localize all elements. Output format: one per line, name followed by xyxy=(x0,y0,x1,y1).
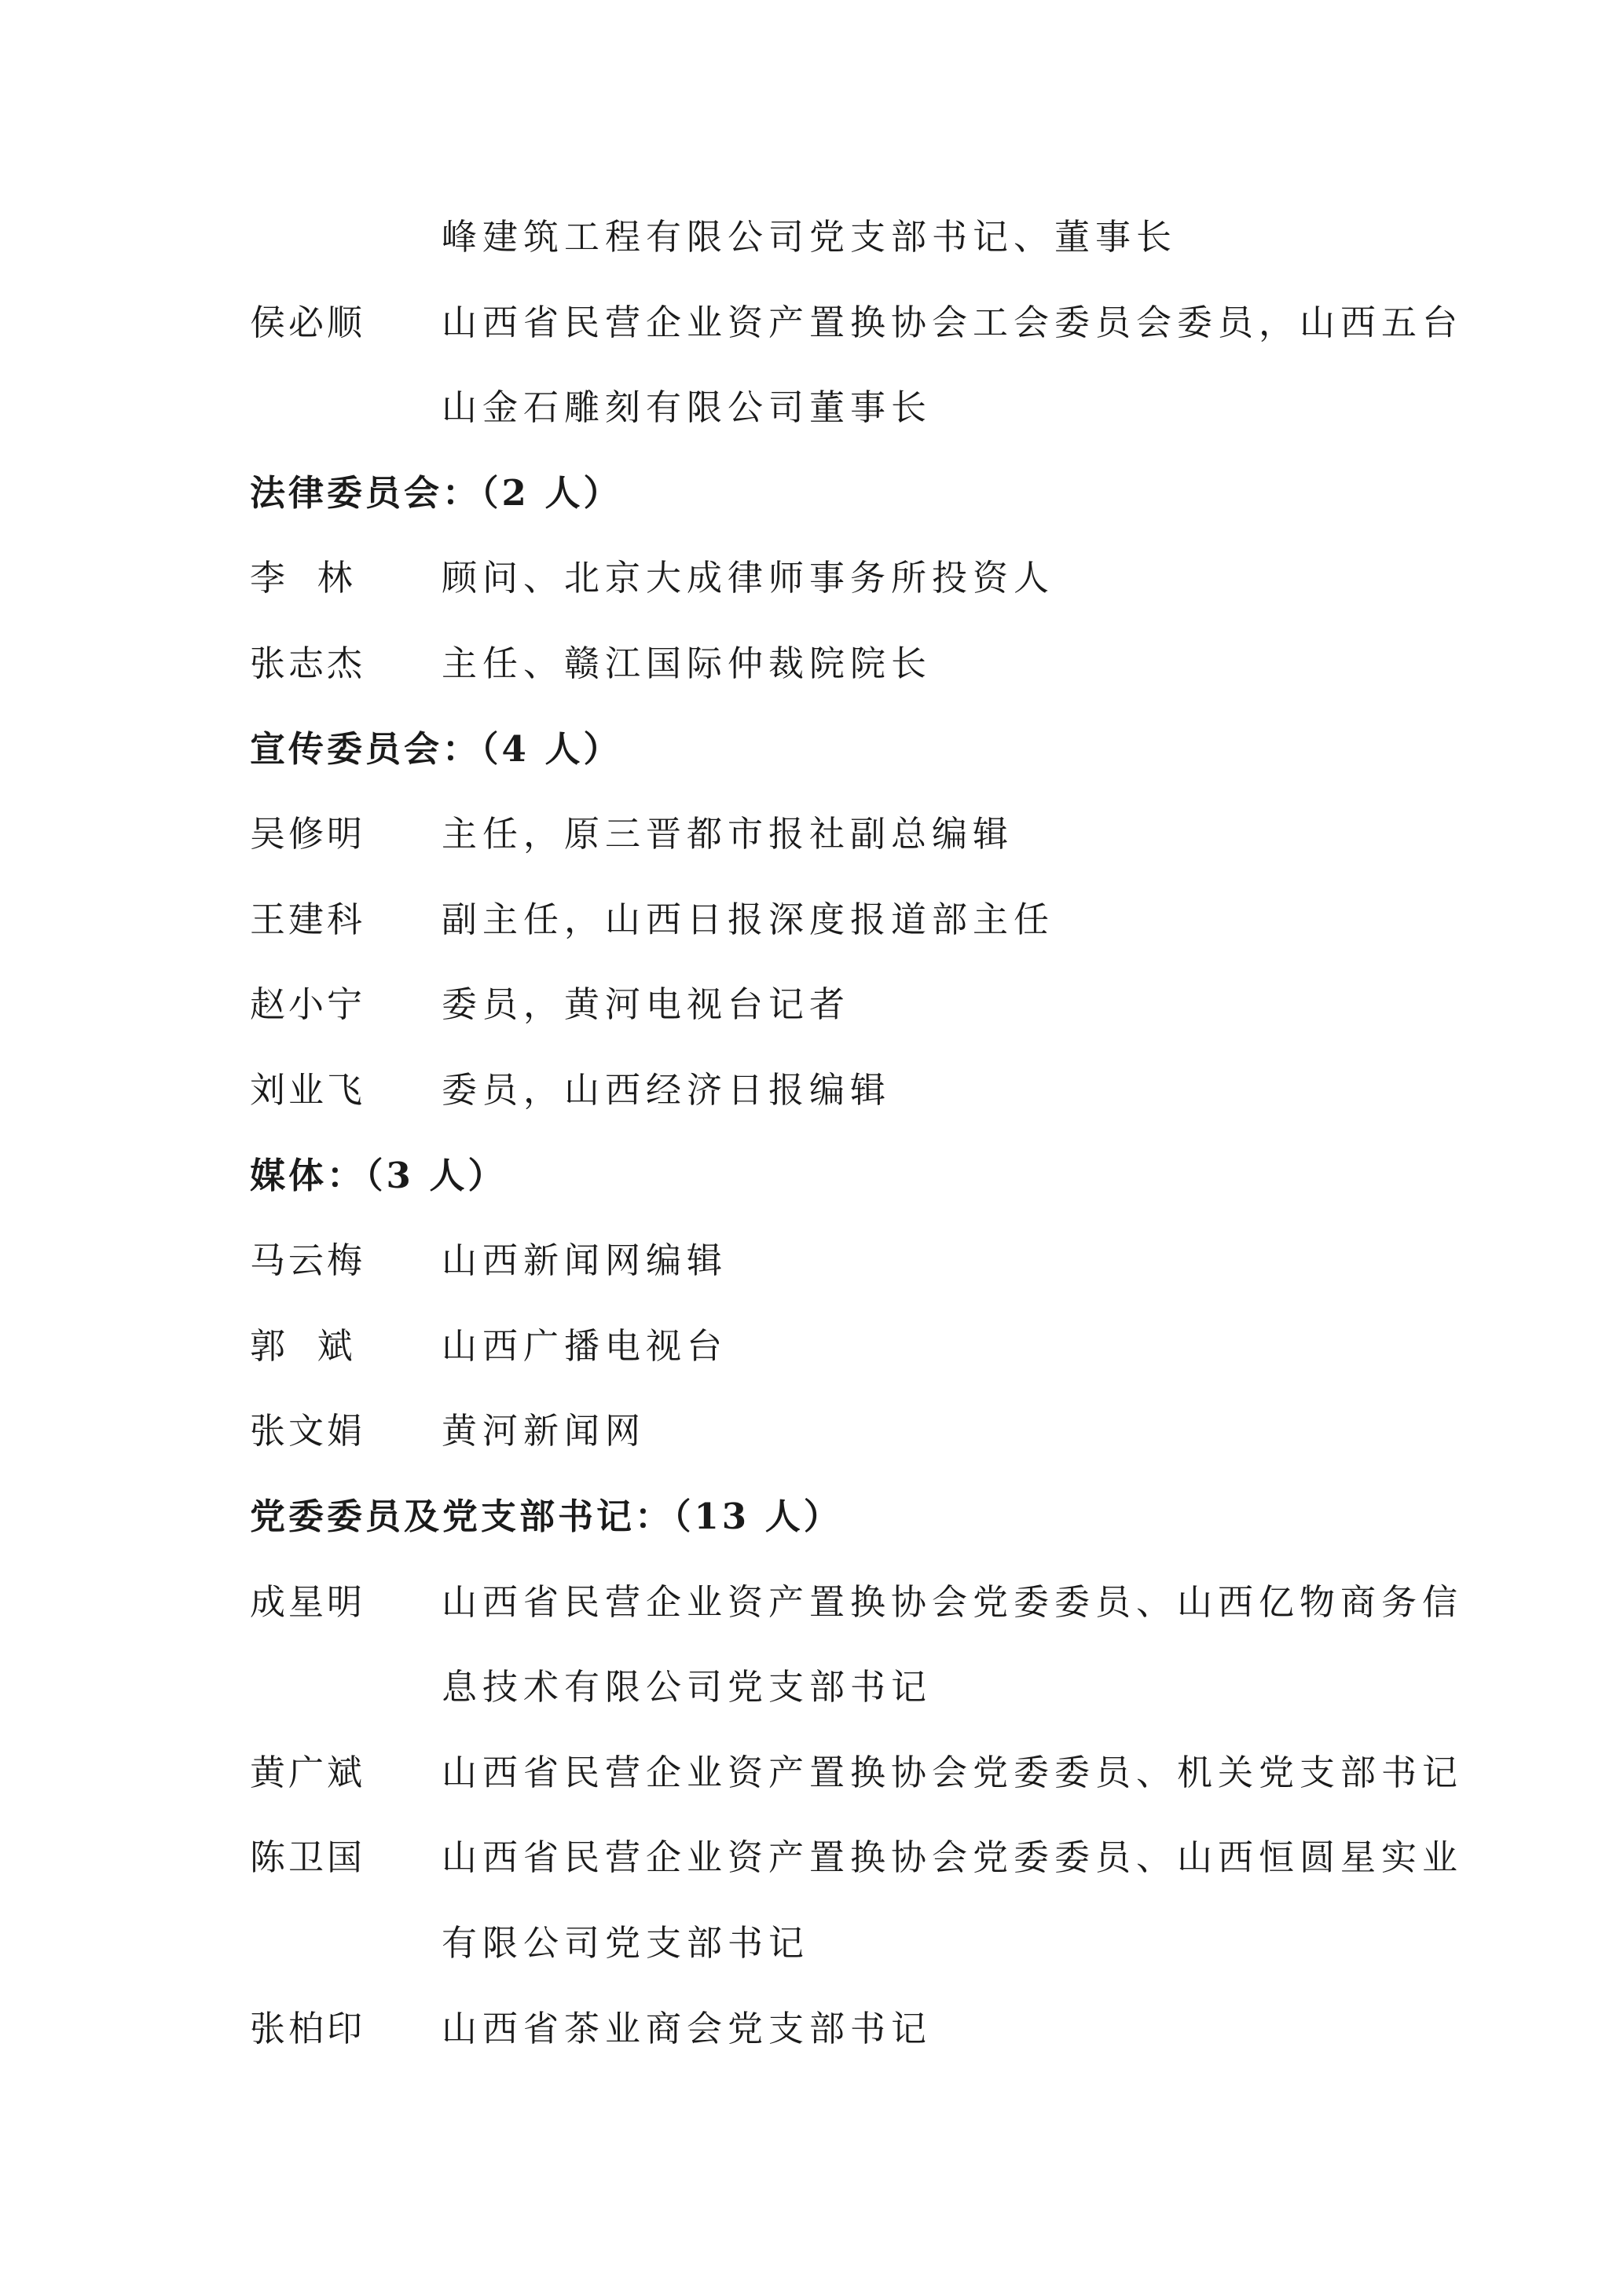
member-title: 副主任，山西日报深度报道部主任 xyxy=(442,898,1055,940)
section-heading-row xyxy=(0,718,1624,781)
member-name: 黄广斌 xyxy=(250,1751,366,1793)
member-name: 马云梅 xyxy=(250,1240,366,1282)
member-title: 委员，山西经济日报编辑 xyxy=(442,1069,892,1111)
member-title: 峰建筑工程有限公司党支部书记、董事长 xyxy=(442,216,1178,258)
member-entry xyxy=(0,1998,1624,2060)
section-heading: 党委委员及党支部书记：（13 人） xyxy=(250,1496,842,1537)
section-heading-row xyxy=(0,1485,1624,1548)
member-entry xyxy=(0,973,1624,1036)
member-name: 成星明 xyxy=(250,1580,366,1623)
member-title: 委员，黄河电视台记者 xyxy=(442,983,851,1026)
member-entry xyxy=(0,1315,1624,1378)
section-heading-row xyxy=(0,1144,1624,1207)
member-entry xyxy=(0,1400,1624,1463)
member-name: 王建科 xyxy=(250,898,366,940)
member-title: 主任，原三晋都市报社副总编辑 xyxy=(442,813,1014,855)
member-entry-continuation xyxy=(0,1912,1624,1975)
member-title: 息技术有限公司党支部书记 xyxy=(442,1666,933,1708)
member-title: 山西广播电视台 xyxy=(442,1324,728,1367)
section-heading: 媒体：（3 人） xyxy=(250,1154,507,1196)
member-title: 山西省民营企业资产置换协会党委委员、山西恒圆星实业 xyxy=(442,1836,1464,1879)
member-entry xyxy=(0,291,1624,354)
member-name: 张文娟 xyxy=(250,1410,366,1452)
member-title: 主任、赣江国际仲裁院院长 xyxy=(442,643,933,684)
member-name: 郭 斌 xyxy=(250,1324,356,1367)
member-title: 山金石雕刻有限公司董事长 xyxy=(442,386,933,429)
section-heading: 法律委员会：（2 人） xyxy=(250,471,622,514)
member-entry-continuation xyxy=(0,1656,1624,1719)
member-title: 山西省民营企业资产置换协会工会委员会委员，山西五台 xyxy=(442,301,1464,343)
member-title: 顾问、北京大成律师事务所投资人 xyxy=(442,557,1055,599)
section-heading: 宣传委员会：（4 人） xyxy=(250,727,622,770)
member-name: 赵小宁 xyxy=(250,983,366,1026)
member-title: 黄河新闻网 xyxy=(442,1410,647,1452)
member-title: 有限公司党支部书记 xyxy=(442,1922,810,1964)
member-name: 侯必顺 xyxy=(250,301,366,343)
member-entry xyxy=(0,1826,1624,1889)
member-name: 吴修明 xyxy=(250,813,366,855)
member-name: 张志杰 xyxy=(250,643,366,684)
member-entry xyxy=(0,547,1624,610)
member-entry xyxy=(0,1571,1624,1634)
member-title: 山西省民营企业资产置换协会党委委员、机关党支部书记 xyxy=(442,1751,1464,1793)
member-entry xyxy=(0,803,1624,866)
section-heading-row xyxy=(0,462,1624,525)
member-title: 山西新闻网编辑 xyxy=(442,1240,728,1282)
member-entry xyxy=(0,1229,1624,1292)
member-title: 山西省茶业商会党支部书记 xyxy=(442,2007,933,2049)
member-title: 山西省民营企业资产置换协会党委委员、山西亿物商务信 xyxy=(442,1580,1464,1623)
member-entry xyxy=(0,1059,1624,1122)
member-name: 张柏印 xyxy=(250,2007,366,2049)
member-entry xyxy=(0,1741,1624,1804)
member-entry-continuation xyxy=(0,206,1624,269)
member-name: 刘业飞 xyxy=(250,1069,366,1111)
member-name: 陈卫国 xyxy=(250,1836,366,1879)
member-entry-continuation xyxy=(0,376,1624,439)
member-entry xyxy=(0,632,1624,695)
member-name: 李 林 xyxy=(250,557,356,599)
member-entry xyxy=(0,888,1624,951)
